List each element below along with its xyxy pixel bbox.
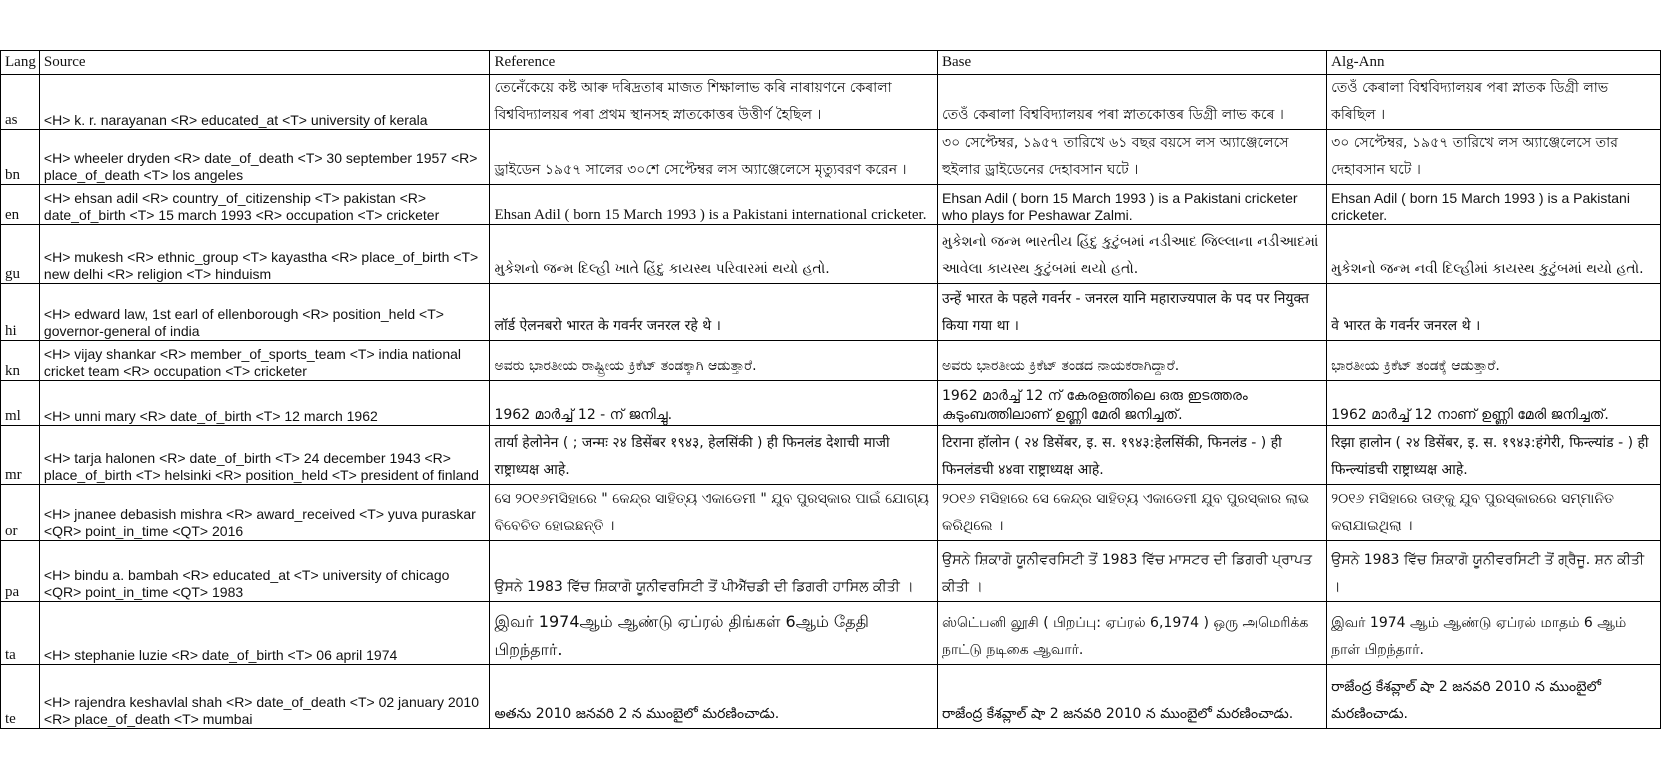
base-cell: ஸ்டெ்பனி லூசி ( பிறப்பு: ஏப்ரல் 6,1974 ) ஒரு அமெரிக்க நாட்டு நடிகை ஆவார்.: [937, 602, 1326, 665]
header-lang: Lang: [1, 51, 40, 75]
header-source: Source: [39, 51, 490, 75]
reference-cell: Ehsan Adil ( born 15 March 1993 ) is a Pakistani international cricketer.: [490, 185, 938, 225]
lang-cell: ta: [1, 602, 40, 665]
table-row: [1, 75, 1661, 130]
source-cell: <H> rajendra keshavlal shah <R> date_of_death <T> 02 january 2010 <R> place_of_death <T> mumbai: [39, 665, 490, 729]
reference-cell: ସେ ୨୦୧୬ମସିହାରେ " କେନ୍ଦ୍ର ସାହିତ୍ୟ ଏକାଡେମୀ " ଯୁବ ପୁରସ୍କାର ପାଇଁ ଯୋଗ୍ୟ ବିବେଚିତ ହୋଇଛନ୍ତି ।: [490, 485, 938, 541]
source-cell: <H> unni mary <R> date_of_birth <T> 12 march 1962: [39, 381, 490, 426]
lang-cell: en: [1, 185, 40, 225]
alg-ann-cell: ಭಾರತೀಯ ಕ್ರಿಕೆಟ್ ತಂಡಕ್ಕೆ ಆಡುತ್ತಾರೆ.: [1327, 341, 1661, 381]
lang-cell: bn: [1, 130, 40, 185]
lang-cell: as: [1, 75, 40, 130]
base-cell: ୨୦୧୬ ମସିହାରେ ସେ କେନ୍ଦ୍ର ସାହିତ୍ୟ ଏକାଡେମୀ ଯୁବ ପୁରସ୍କାର ଲାଭ କରିଥିଲେ ।: [937, 485, 1326, 541]
source-cell: <H> tarja halonen <R> date_of_birth <T> 24 december 1943 <R> place_of_birth <T> helsinki <R> position_held <T> president of finland: [39, 426, 490, 485]
table-row: [1, 541, 1661, 602]
source-cell: <H> edward law, 1st earl of ellenborough <R> position_held <T> governor-general of india: [39, 284, 490, 341]
reference-cell: મુકેશનો જન્મ દિલ્હી ખાતે હિંદુ કાયસ્થ પરિવારમાં થયો હતો.: [490, 225, 938, 284]
base-cell: મુકેશનો જન્મ ભારતીય હિંદુ કુટુંબમાં નડીઆદ જિલ્લાના નડીઆદમાં આવેલા કાયસ્થ કુટુંબમાં થયો હતો.: [937, 225, 1326, 284]
table-header-row: [1, 51, 1661, 75]
alg-ann-cell: ਉਸਨੇ 1983 ਵਿੱਚ ਸ਼ਿਕਾਗੋ ਯੂਨੀਵਰਸਿਟੀ ਤੋਂ ਗ੍ਰੈਜੂ. ਸ਼ਨ ਕੀਤੀ ।: [1327, 541, 1661, 602]
table-row: [1, 426, 1661, 485]
alg-ann-cell: रिझा हालोन ( २४ डिसेंबर, इ. स. १९४३:हंगेरी, फिन्ल्यांड - ) ही फिन्ल्यांडची राष्ट्राध्यक्ष आहे.: [1327, 426, 1661, 485]
alg-ann-cell: இவர் 1974 ஆம் ஆண்டு ஏப்ரல் மாதம் 6 ஆம் நாள் பிறந்தார்.: [1327, 602, 1661, 665]
table-row: [1, 485, 1661, 541]
header-alg-ann: Alg-Ann: [1327, 51, 1661, 75]
source-cell: <H> ehsan adil <R> country_of_citizenship <T> pakistan <R> date_of_birth <T> 15 march 1993 <R> occupation <T> cricketer: [39, 185, 490, 225]
header-reference: Reference: [490, 51, 938, 75]
alg-ann-cell: Ehsan Adil ( born 15 March 1993 ) is a Pakistani cricketer.: [1327, 185, 1661, 225]
source-cell: <H> bindu a. bambah <R> educated_at <T> university of chicago <QR> point_in_time <QT> 1983: [39, 541, 490, 602]
alg-ann-cell: ୨୦୧୬ ମସିହାରେ ତାଙ୍କୁ ଯୁବ ପୁରସ୍କାରରେ ସମ୍ମାନିତ କରାଯାଇଥିଲା ।: [1327, 485, 1661, 541]
lang-cell: hi: [1, 284, 40, 341]
reference-cell: लॉर्ड ऐलनबरो भारत के गवर्नर जनरल रहे थे ।: [490, 284, 938, 341]
table-row: [1, 602, 1661, 665]
lang-cell: gu: [1, 225, 40, 284]
reference-cell: ড্রাইডেন ১৯৫৭ সালের ৩০শে সেপ্টেম্বর লস অ্যাঞ্জেলেসে মৃত্যুবরণ করেন ।: [490, 130, 938, 185]
base-cell: 1962 മാർച്ച് 12 ന് കേരളത്തിലെ ഒരു ഇടത്തരം കുടുംബത്തിലാണ് ഉണ്ണി മേരി ജനിച്ചത്.: [937, 381, 1326, 426]
reference-cell: 1962 മാർച്ച് 12 - ന് ജനിച്ചു.: [490, 381, 938, 426]
table-row: [1, 665, 1661, 729]
lang-cell: te: [1, 665, 40, 729]
table-body: [1, 75, 1661, 729]
alg-ann-cell: ৩০ সেপ্টেম্বর, ১৯৫৭ তারিখে লস অ্যাঞ্জেলেসে তার দেহাবসান ঘটে ।: [1327, 130, 1661, 185]
results-table: [0, 50, 1661, 729]
lang-cell: pa: [1, 541, 40, 602]
source-cell: <H> wheeler dryden <R> date_of_death <T> 30 september 1957 <R> place_of_death <T> los angeles: [39, 130, 490, 185]
base-cell: टिराना हॉलोन ( २४ डिसेंबर, इ. स. १९४३:हेलसिंकी, फिनलंड - ) ही फिनलंडची ४४वा राष्ट्राध्यक्ष आहे.: [937, 426, 1326, 485]
table-row: [1, 341, 1661, 381]
base-cell: Ehsan Adil ( born 15 March 1993 ) is a Pakistani cricketer who plays for Peshawar Zalmi.: [937, 185, 1326, 225]
reference-cell: ਉਸਨੇ 1983 ਵਿੱਚ ਸ਼ਿਕਾਗੋ ਯੂਨੀਵਰਸਿਟੀ ਤੋਂ ਪੀਐੱਚਡੀ ਦੀ ਡਿਗਰੀ ਹਾਸਿਲ ਕੀਤੀ ।: [490, 541, 938, 602]
reference-cell: ಅವರು ಭಾರತೀಯ ರಾಷ್ಟ್ರೀಯ ಕ್ರಿಕೆಟ್ ತಂಡಕ್ಕಾಗಿ ಆಡುತ್ತಾರೆ.: [490, 341, 938, 381]
lang-cell: or: [1, 485, 40, 541]
base-cell: তেওঁ কেৰালা বিশ্ববিদ্যালয়ৰ পৰা স্নাতকোত্তৰ ডিগ্ৰী লাভ কৰে ।: [937, 75, 1326, 130]
reference-cell: இவர் 1974ஆம் ஆண்டு ஏப்ரல் திங்கள் 6ஆம் தேதி பிறந்தார்.: [490, 602, 938, 665]
table-row: [1, 381, 1661, 426]
base-cell: ৩০ সেপ্টেম্বর, ১৯৫৭ তারিখে ৬১ বছর বয়সে লস অ্যাঞ্জেলেসে হুইলার ড্রাইডেনের দেহাবসান ঘটে ।: [937, 130, 1326, 185]
base-cell: उन्हें भारत के पहले गवर्नर - जनरल यानि महाराज्यपाल के पद पर नियुक्त किया गया था ।: [937, 284, 1326, 341]
reference-cell: तार्या हेलोनेन ( ; जन्मः २४ डिसेंबर १९४३, हेलसिंकी ) ही फिनलंड देशाची माजी राष्ट्राध्यक्ष आहे.: [490, 426, 938, 485]
source-cell: <H> vijay shankar <R> member_of_sports_team <T> india national cricket team <R> occupation <T> cricketer: [39, 341, 490, 381]
table-row: [1, 225, 1661, 284]
table-row: [1, 284, 1661, 341]
alg-ann-cell: वे भारत के गवर्नर जनरल थे ।: [1327, 284, 1661, 341]
alg-ann-cell: 1962 മാർച്ച് 12 നാണ് ഉണ്ണി മേരി ജനിച്ചത്.: [1327, 381, 1661, 426]
lang-cell: mr: [1, 426, 40, 485]
source-cell: <H> mukesh <R> ethnic_group <T> kayastha <R> place_of_birth <T> new delhi <R> religion <T> hinduism: [39, 225, 490, 284]
base-cell: ਉਸਨੇ ਸ਼ਿਕਾਗੋ ਯੂਨੀਵਰਸਿਟੀ ਤੋਂ 1983 ਵਿੱਚ ਮਾਸਟਰ ਦੀ ਡਿਗਰੀ ਪ੍ਰਾਪਤ ਕੀਤੀ ।: [937, 541, 1326, 602]
base-cell: రాజేంద్ర కేశవ్లాల్ షా 2 జనవరి 2010 న ముంబైలో మరణించాడు.: [937, 665, 1326, 729]
source-cell: <H> jnanee debasish mishra <R> award_received <T> yuva puraskar <QR> point_in_time <QT> 2016: [39, 485, 490, 541]
alg-ann-cell: મુકેશનો જન્મ નવી દિલ્હીમાં કાયસ્થ કુટુંબમાં થયો હતો.: [1327, 225, 1661, 284]
header-base: Base: [937, 51, 1326, 75]
alg-ann-cell: তেওঁ কেৰালা বিশ্ববিদ্যালয়ৰ পৰা স্নাতক ডিগ্ৰী লাভ কৰিছিল ।: [1327, 75, 1661, 130]
lang-cell: kn: [1, 341, 40, 381]
base-cell: ಅವರು ಭಾರತೀಯ ಕ್ರಿಕೆಟ್ ತಂಡದ ನಾಯಕರಾಗಿದ್ದಾರೆ.: [937, 341, 1326, 381]
source-cell: <H> k. r. narayanan <R> educated_at <T> university of kerala: [39, 75, 490, 130]
source-cell: <H> stephanie luzie <R> date_of_birth <T> 06 april 1974: [39, 602, 490, 665]
table-row: [1, 130, 1661, 185]
alg-ann-cell: రాజేంద్ర కేశవ్లాల్ షా 2 జనవరి 2010 న ముంబైలో మరణించాడు.: [1327, 665, 1661, 729]
reference-cell: అతను 2010 జనవరి 2 న ముంబైలో మరణించాడు.: [490, 665, 938, 729]
lang-cell: ml: [1, 381, 40, 426]
table-row: [1, 185, 1661, 225]
reference-cell: তেনেঁকেয়ে কষ্ট আৰু দৰিদ্ৰতাৰ মাজত শিক্ষালাভ কৰি নাৰায়ণনে কেৰালা বিশ্ববিদ্যালয়ৰ পৰা প্ৰথম স্থানসহ স্নাতকোত্তৰ উত্তীৰ্ণ হৈছিল ।: [490, 75, 938, 130]
